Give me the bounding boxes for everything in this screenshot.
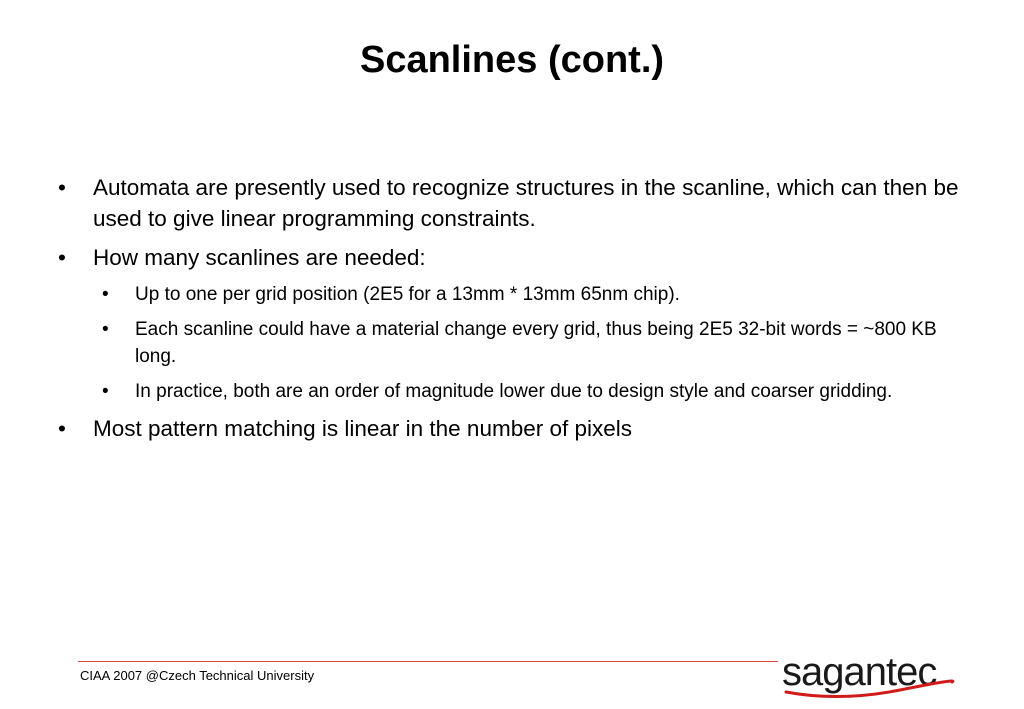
bullet-item (58, 413, 968, 444)
bullet-marker: • (58, 245, 66, 270)
bullet-item (58, 242, 968, 405)
sub-bullet-text: In practice, both are an order of magnitude lower due to design style and coarser gridding. (135, 381, 893, 402)
sub-bullet-marker: • (102, 284, 109, 305)
footer-text: CIAA 2007 @Czech Technical University (80, 668, 315, 683)
sub-bullet-text: Up to one per grid position (2E5 for a 13mm * 13mm 65nm chip). (135, 284, 680, 305)
sub-bullet-item (93, 378, 968, 405)
bullet-list (58, 172, 968, 444)
bullet-marker: • (58, 416, 66, 441)
footer-rule (78, 661, 778, 662)
bullet-text: How many scanlines are needed: (93, 245, 426, 270)
logo-wordmark: sagantec (782, 652, 937, 694)
sagantec-logo (780, 652, 956, 702)
bullet-item (58, 172, 968, 234)
sub-bullet-marker: • (102, 319, 109, 340)
bullet-text: Most pattern matching is linear in the number of pixels (93, 416, 633, 441)
slide-title: Scanlines (cont.) (359, 39, 665, 81)
sub-bullet-marker: • (102, 381, 109, 402)
bullet-text: Automata are presently used to recognize structures in the scanline, which can then be used to give linear programming constraints. (93, 175, 959, 231)
sub-bullet-item (93, 316, 968, 370)
slide-content (58, 172, 968, 452)
sub-bullet-list (93, 281, 968, 405)
bullet-marker: • (58, 175, 66, 200)
sub-bullet-text: Each scanline could have a material change every grid, thus being 2E5 32-bit words = ~800 KB long. (135, 319, 937, 367)
sub-bullet-item (93, 281, 968, 308)
